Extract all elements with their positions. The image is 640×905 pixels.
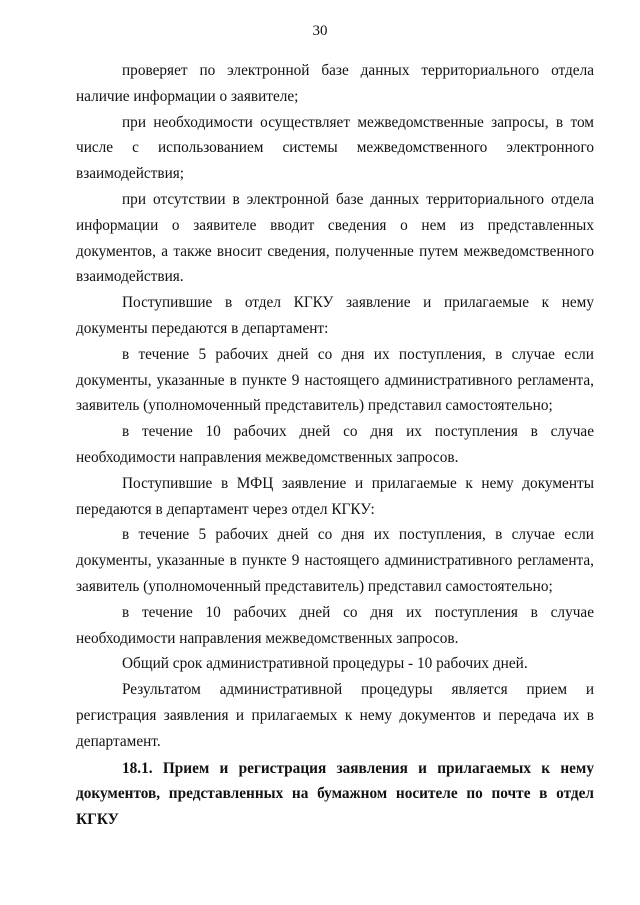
- paragraph: проверяет по электронной базе данных территориального отдела наличие информации о заявителе;: [76, 62, 594, 105]
- paragraph: в течение 10 рабочих дней со дня их поступления в случае необходимости направления межведомственных запросов.: [76, 423, 594, 466]
- paragraph: в течение 5 рабочих дней со дня их поступления, в случае если документы, указанные в пункте 9 настоящего административного регламента, заявитель (уполномоченный представитель) представил самостоятельно;: [76, 345, 594, 415]
- document-body: [76, 58, 594, 833]
- paragraph: Поступившие в отдел КГКУ заявление и прилагаемые к нему документы передаются в департамент:: [76, 294, 594, 337]
- paragraph: Общий срок административной процедуры - 10 рабочих дней.: [122, 655, 528, 673]
- paragraph: в течение 5 рабочих дней со дня их поступления, в случае если документы, указанные в пункте 9 настоящего административного регламента, заявитель (уполномоченный представитель) представил самостоятельно;: [76, 526, 594, 595]
- paragraph: Результатом административной процедуры является прием и регистрация заявления и прилагаемых к нему документов и передача их в департамент.: [76, 681, 594, 750]
- page-number: 30: [312, 23, 328, 39]
- paragraph: в течение 10 рабочих дней со дня их поступления в случае необходимости направления межведомственных запросов.: [76, 603, 594, 647]
- paragraph: при отсутствии в электронной базе данных территориального отдела информации о заявителе вводит сведения о нем из представленных документов, а также вносит сведения, полученные путем межведомственного взаимодействия.: [76, 190, 594, 286]
- paragraph: Поступившие в МФЦ заявление и прилагаемые к нему документы передаются в департамент через отдел КГКУ:: [76, 474, 594, 518]
- paragraph: при необходимости осуществляет межведомственные запросы, в том числе с использованием системы межведомственного электронного взаимодействия;: [76, 113, 594, 183]
- section-heading: 18.1. Прием и регистрация заявления и прилагаемых к нему документов, представленных на бумажном носителе по почте в отдел КГКУ: [76, 759, 594, 829]
